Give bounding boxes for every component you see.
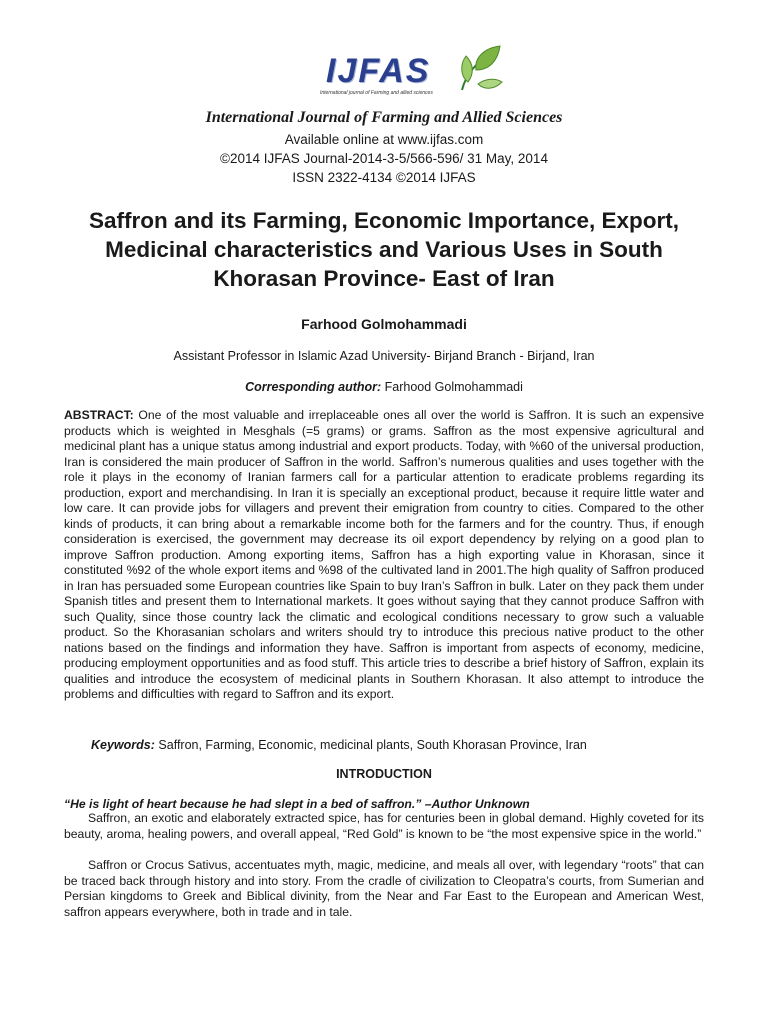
intro-paragraph-2: Saffron or Crocus Sativus, accentuates myth, magic, medicine, and meals all over, with legendary “roots” that can be traced back through history and into story. From the cradle of civilization to Cleopatra’s courts, from Sumerian and Persian kingdoms to Greek and Biblical divinity, from the Near and Far East to the European and American West, saffron appears everywhere, both in trade and in tale. <box>64 858 704 919</box>
abstract <box>64 408 704 703</box>
logo-subtitle: International journal of Farming and allied sciences <box>320 90 433 96</box>
corresponding-author <box>0 380 768 394</box>
abstract-label: ABSTRACT: <box>64 408 134 422</box>
leaf-icon <box>456 44 504 94</box>
keywords: Keywords: Saffron, Farming, Economic, medicinal plants, South Khorasan Province, Iran <box>91 738 587 752</box>
journal-name: International Journal of Farming and Allied Sciences <box>205 109 563 126</box>
intro-paragraph-1-text: an exotic and elaborately extracted spice, has for centuries been in global demand. Highly coveted for its beauty, aroma, healing powers, and overall appeal, “Red Gold” is known to be “the most expensive spice in the world.” <box>64 811 704 841</box>
logo-text: IJFAS <box>326 52 431 90</box>
intro-paragraph-1-lead: Saffron, <box>88 811 131 825</box>
journal-citation: ©2014 IJFAS Journal-2014-3-5/566-596/ 31 May, 2014 <box>220 151 548 166</box>
introduction-heading: INTRODUCTION <box>336 767 432 781</box>
issn-line: ISSN 2322-4134 ©2014 IJFAS <box>292 170 476 185</box>
abstract-text: One of the most valuable and irreplaceable ones all over the world is Saffron. It is such an expensive products which is weighted in Mesghals (=5 grams) or grams. Saffron as the most expensive agricultural and medicinal plant has a unique status among industrial and export products. Today, with %60 of the universal production, Iran is considered the main producer of Saffron in the world. Saffron’s numerous qualities and uses together with the role it plays in the economy of Iranian farmers call for a particular attention to eradicate problems regarding its production, export and merchandising. In Iran it is specially an exceptional product, because it require little water and low care. It can provide jobs for villagers and prevent their emigration from country to cities. Compared to the other kinds of products, it can bring about a remarkable income both for the farmers and for the country. Thus, if enough consideration is exercised, the government may decrease its oil export dependency by relying on a good plan to improve Saffron production. Among exporting items, Saffron has a high exporting value in Khorasan, since it constituted %92 of the whole export items and %98 of the cultivated land in 2001.The high quality of Saffron produced in Iran has persuaded some European countries like Spain to buy Iran’s Saffron in bulk. Later on they pack them under Spanish titles and present them to International markets. It goes without saying that they cannot produce Saffron with such Quality, since those country lack the climatic and ecological conditions necessary to grow such a valuable product. So the Khorasanian scholars and writers should try to introduce this precious native product to the other nations based on the findings and information they have. Saffron is important from aspects of economy, medicine, producing employment opportunities and as food stuff. This article tries to describe a brief history of Saffron, explain its qualities and introduce the ecosystem of medicinal plants in Southern Khorasan. It also attempt to introduce the problems and difficulties with regard to Saffron and its export. <box>64 408 704 701</box>
epigraph-quote: “He is light of heart because he had slept in a bed of saffron.” –Author Unknown <box>64 797 530 811</box>
journal-logo <box>318 44 508 106</box>
article-title: Saffron and its Farming, Economic Importance, Export, Medicinal characteristics and Various Uses in South Khorasan Province- East of Iran <box>88 208 680 291</box>
keywords-text: Saffron, Farming, Economic, medicinal plants, South Khorasan Province, Iran <box>158 738 587 752</box>
corresponding-label: Corresponding author: <box>245 380 382 394</box>
author-name: Farhood Golmohammadi <box>301 316 467 332</box>
intro-paragraph-1 <box>64 811 704 842</box>
corresponding-name: Farhood Golmohammadi <box>384 380 523 394</box>
author-affiliation: Assistant Professor in Islamic Azad University- Birjand Branch - Birjand, Iran <box>173 349 595 363</box>
keywords-label: Keywords <box>91 738 151 752</box>
available-online: Available online at www.ijfas.com <box>284 132 484 147</box>
